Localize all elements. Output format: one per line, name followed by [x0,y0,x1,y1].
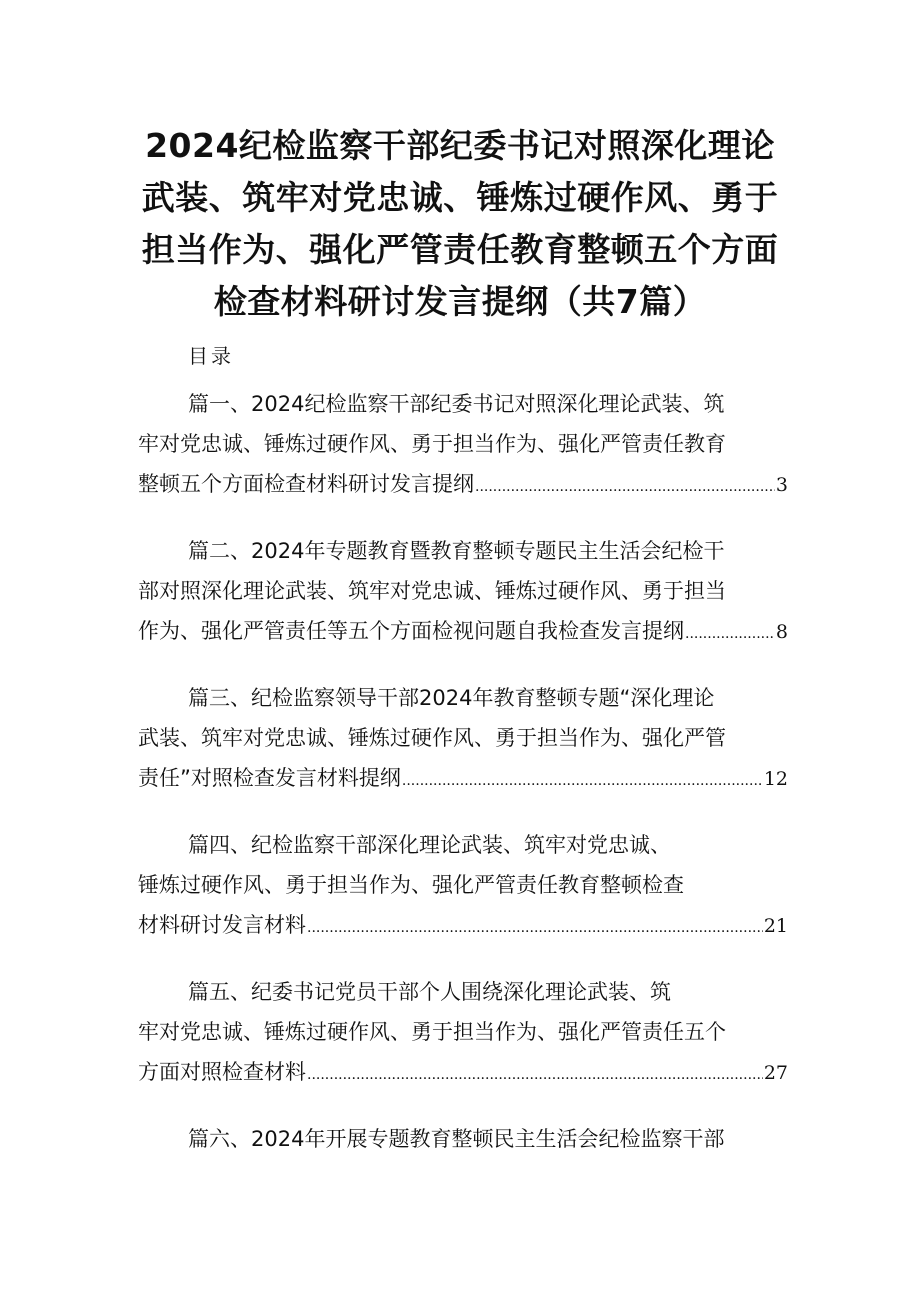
table-of-contents [138,384,788,1186]
toc-entry-line: 牢对党忠诚、锤炼过硬作风、勇于担当作为、强化严管责任五个 [138,1020,726,1044]
title-line: 担当作为、强化严管责任教育整顿五个方面 [141,230,779,269]
toc-heading: 目录 [188,344,234,368]
toc-entry-line: 作为、强化严管责任等五个方面检视问题自我检查发言提纲 [138,619,684,643]
title-line: 检查材料研讨发言提纲（共7篇） [213,282,707,321]
toc-entry-line: 篇四、纪检监察干部深化理论武装、筑牢对党忠诚、 [188,833,671,857]
toc-entry-last-line [138,611,788,651]
toc-entry-last-line [138,1052,788,1092]
toc-entry-line: 篇三、纪检监察领导干部2024年教育整顿专题“深化理论 [188,686,715,710]
toc-leader-dots [402,761,763,801]
toc-entry-last-line [138,905,788,945]
toc-entry-last-line [138,464,788,504]
toc-page-number: 8 [775,621,788,643]
title-line: 武装、筑牢对党忠诚、锤炼过硬作风、勇于 [141,178,779,217]
toc-leader-dots [307,908,763,948]
toc-entry-line: 篇五、纪委书记党员干部个人围绕深化理论武装、筑 [188,980,671,1004]
toc-entry-line: 篇二、2024年专题教育暨教育整顿专题民主生活会纪检干 [188,539,725,563]
toc-entry-line: 责任”对照检查发言材料提纲 [138,766,401,790]
toc-entry-4[interactable] [138,825,788,945]
toc-entry-line: 材料研讨发言材料 [138,913,306,937]
toc-entry-6[interactable] [138,1119,788,1159]
toc-entry-5[interactable] [138,972,788,1092]
toc-entry-line: 武装、筑牢对党忠诚、锤炼过硬作风、勇于担当作为、强化严管 [138,726,726,750]
document-title [120,120,800,328]
toc-entry-line: 篇一、2024纪检监察干部纪委书记对照深化理论武装、筑 [188,392,725,416]
toc-entry-3[interactable] [138,678,788,798]
toc-entry-line: 锤炼过硬作风、勇于担当作为、强化严管责任教育整顿检查 [138,873,684,897]
toc-leader-dots [307,1055,763,1095]
toc-page-number: 12 [763,768,788,790]
toc-page-number: 21 [763,915,788,937]
toc-entry-last-line [138,758,788,798]
toc-entry-line: 牢对党忠诚、锤炼过硬作风、勇于担当作为、强化严管责任教育 [138,432,726,456]
toc-entry-1[interactable] [138,384,788,504]
toc-entry-line: 部对照深化理论武装、筑牢对党忠诚、锤炼过硬作风、勇于担当 [138,579,726,603]
toc-page-number: 27 [763,1062,788,1084]
toc-entry-line: 整顿五个方面检查材料研讨发言提纲 [138,472,474,496]
toc-entry-2[interactable] [138,531,788,651]
toc-leader-dots [685,614,775,654]
toc-page-number: 3 [775,474,788,496]
toc-leader-dots [475,467,775,507]
toc-entry-line: 篇六、2024年开展专题教育整顿民主生活会纪检监察干部 [188,1127,725,1151]
title-line: 2024纪检监察干部纪委书记对照深化理论 [145,126,775,165]
toc-entry-line: 方面对照检查材料 [138,1060,306,1084]
